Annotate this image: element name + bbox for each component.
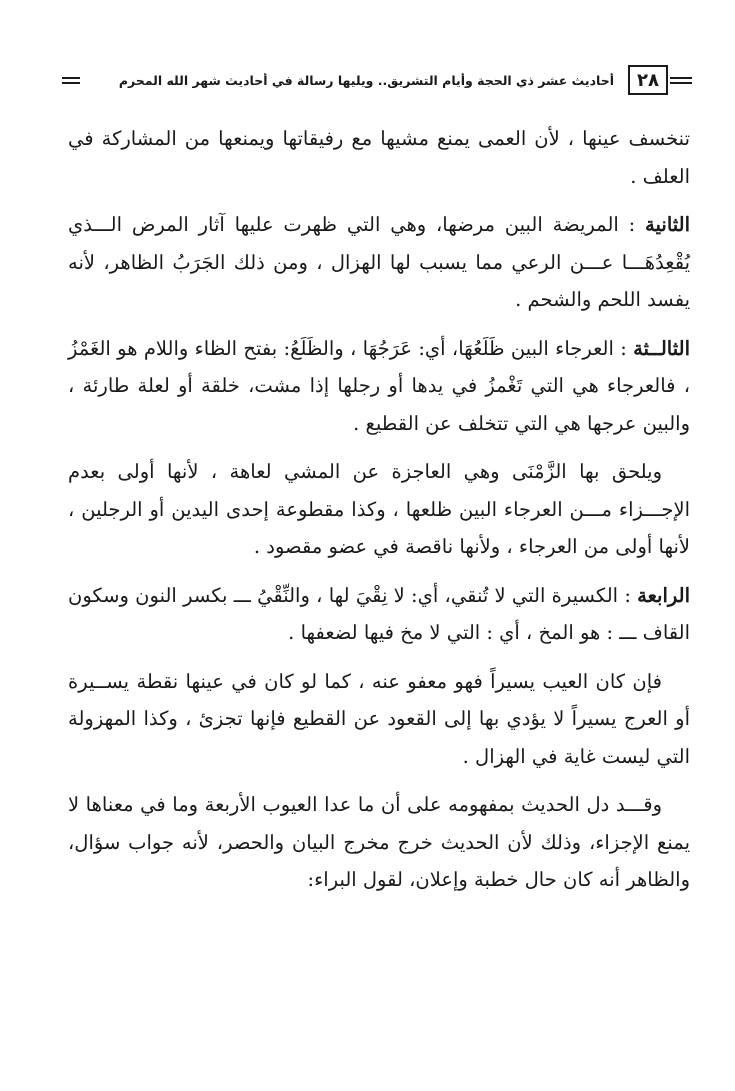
running-title: أحاديث عشر ذي الحجة وأيام التشريق.. ويليها رسالة في أحاديث شهر الله المحرم [118, 72, 614, 88]
paragraph-term: الرابعة [637, 583, 690, 607]
page-number: ٢٨ [628, 65, 668, 95]
body-text [68, 120, 690, 910]
paragraph-text: : العرجاء البين ظَلَعُهَا، أي: عَرَجُهَا ، والظَلَعُ: بفتح الظاء واللام هو الغَمْزُ ، فالعرجاء هي التي تَغْمزُ في يدها أو رجلها إذا مشت، خلقة أو لعلة طارئة ، والبين عرجها هي التي تتخلف عن القطيع . [68, 336, 690, 435]
paragraph-text: وقـــد دل الحديث بمفهومه على أن ما عدا العيوب الأربعة وما في معناها لا يمنع الإجزاء، وذلك لأن الحديث خرج مخرج البيان والحصر، لأنه جواب سؤال، والظاهر أنه كان حال خطبة وإعلان، لقول البراء: [68, 793, 690, 891]
paragraph-text: تنخسف عينها ، لأن العمى يمنع مشيها مع رفيقاتها ويمنعها من المشاركة في العلف . [68, 127, 690, 188]
paragraph-term: الثالــثة [633, 336, 690, 360]
running-header [62, 60, 692, 100]
paragraph-4 [68, 453, 690, 566]
header-rule-right [670, 77, 692, 84]
paragraph-term: الثانية [645, 213, 690, 236]
header-rule-left [62, 77, 80, 84]
paragraph-7 [68, 786, 690, 899]
paragraph-text: ويلحق بها الزَّمْنَى وهي العاجزة عن المشي لعاهة ، لأنها أولى بعدم الإجـــزاء مـــن العرجاء البين ظلعها ، وكذا مقطوعة إحدى اليدين أو الرجلين ، لأنها أولى من العرجاء ، ولأنها ناقصة في عضو مقصود . [68, 460, 690, 558]
paragraph-2 [68, 206, 690, 319]
paragraph-text: فإن كان العيب يسيراً فهو معفو عنه ، كما لو كان في عينها نقطة يســيرة أو العرج يسيراً لا يؤدي بها إلى القعود عن القطيع فإنها تجزئ ، وكذا المهزولة التي ليست غاية في الهزال . [68, 669, 690, 768]
paragraph-text: : الكسيرة التي لا تُنقي، أي: لا نِقْيَ لها ، والنِّقْيُ ـــ بكسر النون وسكون القاف ـــ : هو المخ ، أي : التي لا مخ فيها لضعفها . [68, 583, 690, 644]
paragraph-3 [68, 330, 690, 443]
paragraph-1 [68, 120, 690, 195]
paragraph-text: : المريضة البين مرضها، وهي التي ظهرت عليها آثار المرض الـــذي يُقْعِدُهَـــا عـــن الرعي مما يسبب لها الهزال ، ومن ذلك الجَرَبُ الظاهر، لأنه يفسد اللحم والشحم . [68, 213, 690, 311]
paragraph-6 [68, 663, 690, 776]
paragraph-5 [68, 577, 690, 652]
